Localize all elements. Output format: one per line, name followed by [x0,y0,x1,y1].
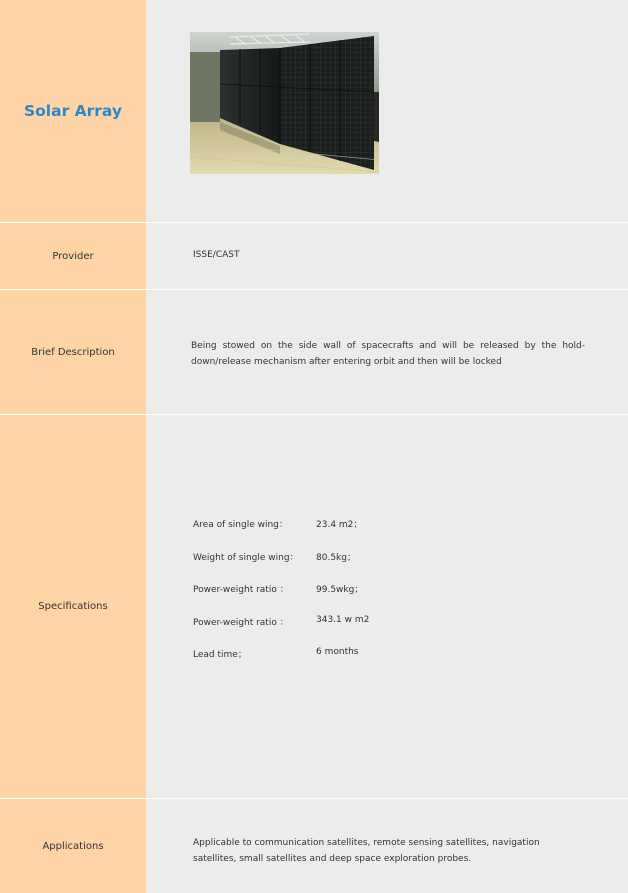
solar-array-photo [190,32,379,174]
photo-cell [146,0,628,222]
spec-value: 99.5wkg； [316,585,364,595]
spec-item [193,517,362,530]
description-row [0,290,628,414]
title-row [0,0,628,222]
provider-label: Provider [52,250,94,262]
spec-key: Power-weight ratio ： [193,618,289,628]
spec-item [193,582,363,595]
provider-row [0,223,628,289]
applications-label: Applications [42,840,104,852]
spec-value: 80.5kg； [316,553,356,563]
spec-value: 343.1 w m2 [316,615,370,625]
specifications-value-cell [146,415,628,798]
specifications-label-cell [0,415,146,798]
specifications-label: Specifications [38,601,108,612]
provider-value: ISSE/CAST [193,250,240,260]
spec-key: Area of single wing： [193,520,288,530]
spec-key: Power-weight ratio ： [193,585,289,595]
description-label: Brief Description [31,346,115,358]
applications-row [0,799,628,893]
description-label-cell [0,290,146,414]
spec-item [193,615,369,628]
applications-text: Applicable to communication satellites, remote sensing satellites, navigation satellites, small satellites and deep space exploration probes. [193,838,540,864]
spec-item [193,647,359,660]
spec-key: Lead time； [193,650,247,660]
provider-value-cell [146,223,628,289]
spec-value: 6 months [316,647,359,657]
spec-key: Weight of single wing： [193,553,299,563]
spec-item [193,550,356,563]
description-text: Being stowed on the side wall of spacecrafts and will be released by the hold-down/release mechanism after entering orbit and then will be locked [191,341,585,367]
description-value-cell [146,290,628,414]
title-cell [0,0,146,222]
spec-value: 23.4 m2； [316,520,363,530]
applications-label-cell [0,799,146,893]
specifications-row [0,415,628,798]
page-title: Solar Array [24,102,122,120]
applications-value-cell [146,799,628,893]
provider-label-cell [0,223,146,289]
